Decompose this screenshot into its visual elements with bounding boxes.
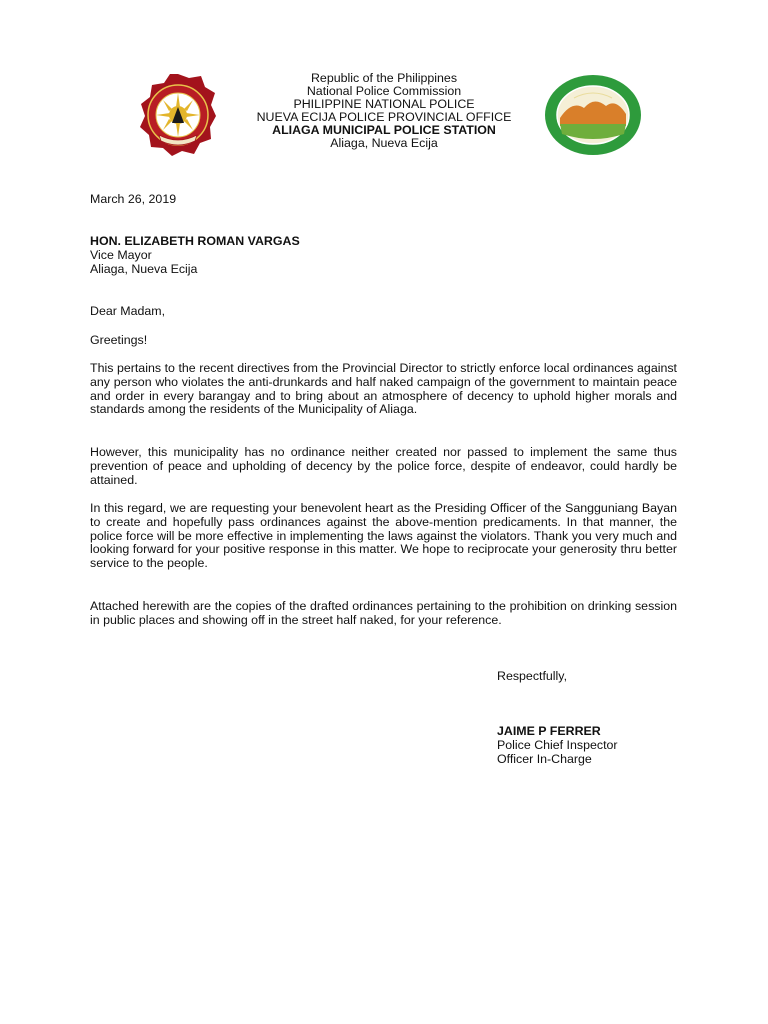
body-paragraph: Attached herewith are the copies of the drafted ordinances pertaining to the prohibition on drinking session in public places and showing off in the street half naked, for your reference. [90,599,677,627]
signatory-name: JAIME P FERRER [497,724,601,738]
body-paragraph: This pertains to the recent directives from the Provincial Director to strictly enforce local ordinances against any person who violates the anti-drunkards and half naked campaign of the government to maintain peace and order in every barangay and to bring about an atmosphere of decency to uphold higher morals and standards among the residents of the Municipality of Aliaga. [90,361,677,417]
salutation: Dear Madam, [90,304,166,318]
body-paragraph: However, this municipality has no ordinance neither created nor passed to implement the same thus prevention of peace and upholding of decency by the police force, despite of endeavor, could hardly be attained. [90,445,677,487]
recipient-name: HON. ELIZABETH ROMAN VARGAS [90,234,300,248]
recipient-title: Vice Mayor [90,247,152,262]
header-line-location: Aliaga, Nueva Ecija [330,136,438,150]
letter-date: March 26, 2019 [90,192,177,206]
header-line-provincial-office: NUEVA ECIJA POLICE PROVINCIAL OFFICE [256,110,512,124]
recipient-block [90,235,677,276]
signatory-position: Officer In-Charge [497,751,592,766]
signature-block [497,725,717,766]
header-line-pnp: PHILIPPINE NATIONAL POLICE [293,97,475,111]
header-line-republic: Republic of the Philippines [310,71,458,85]
greeting: Greetings! [90,333,148,347]
closing: Respectfully, [497,669,568,683]
signatory-rank: Police Chief Inspector [497,737,618,752]
header-line-station: ALIAGA MUNICIPAL POLICE STATION [272,123,496,137]
recipient-address: Aliaga, Nueva Ecija [90,261,198,276]
letterhead [200,72,568,150]
header-line-napolcom: National Police Commission [306,84,462,98]
aliaga-seal-icon [544,74,642,156]
body-paragraph: In this regard, we are requesting your benevolent heart as the Presiding Officer of the Sangguniang Bayan to create and hopefully pass ordinances against the above-mention predicaments. In that manner, the police force will be more effective in implementing the laws against the violators. Thank you very much and looking forward for your positive response in this matter. We hope to reciprocate your generosity thru better service to the people. [90,501,677,571]
